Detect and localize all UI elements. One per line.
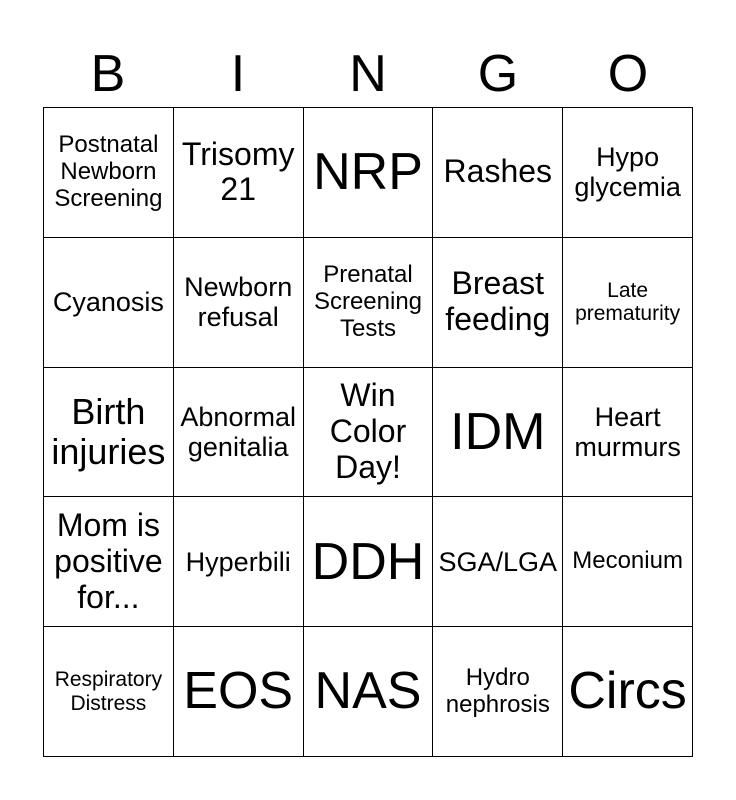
cell-text: Mom is positive for...	[54, 507, 163, 615]
bingo-cell[interactable]	[304, 108, 434, 238]
cell-text: Hypo glycemia	[574, 142, 681, 203]
header-letter-n: N	[349, 45, 387, 103]
bingo-cell[interactable]	[433, 368, 563, 498]
bingo-cell[interactable]	[44, 627, 174, 757]
cell-text: Hyperbili	[185, 546, 291, 577]
cell-text: NRP	[313, 143, 423, 202]
cell-text: Win Color Day!	[329, 377, 407, 485]
bingo-cell[interactable]	[174, 497, 304, 627]
bingo-cell[interactable]	[433, 627, 563, 757]
bingo-cell[interactable]	[563, 627, 693, 757]
bingo-cell[interactable]	[174, 627, 304, 757]
cell-text: IDM	[450, 402, 546, 461]
cell-text: DDH	[311, 532, 425, 591]
header-letter-i: I	[230, 45, 246, 103]
bingo-cell[interactable]	[304, 497, 434, 627]
cell-text: NAS	[314, 662, 422, 721]
bingo-cell[interactable]	[44, 238, 174, 368]
bingo-cell[interactable]	[433, 238, 563, 368]
cell-text: Trisomy 21	[181, 135, 295, 208]
cell-text: Meconium	[572, 547, 683, 575]
bingo-cell[interactable]	[433, 108, 563, 238]
bingo-cell[interactable]	[44, 108, 174, 238]
bingo-cell[interactable]	[304, 238, 434, 368]
cell-text: Rashes	[443, 153, 553, 190]
bingo-cell[interactable]	[44, 368, 174, 498]
cell-text: Respiratory Distress	[54, 668, 163, 715]
cell-text: EOS	[183, 662, 294, 721]
bingo-cell[interactable]	[563, 238, 693, 368]
bingo-cell[interactable]	[433, 497, 563, 627]
cell-text: Postnatal Newborn Screening	[54, 131, 163, 212]
bingo-cell[interactable]	[174, 108, 304, 238]
cell-text: Abnormal genitalia	[180, 401, 296, 462]
header-letter-o: O	[607, 45, 649, 103]
bingo-cell[interactable]	[563, 108, 693, 238]
bingo-cell[interactable]	[304, 627, 434, 757]
cell-text: Heart murmurs	[574, 401, 681, 462]
cell-text: Hydro nephrosis	[445, 663, 550, 718]
bingo-cell[interactable]	[563, 368, 693, 498]
header-letter-b: B	[90, 45, 126, 103]
cell-text: Circs	[568, 662, 687, 721]
header-letter-g: G	[477, 45, 519, 103]
bingo-header	[43, 40, 693, 108]
cell-text: Late prematurity	[575, 278, 681, 326]
bingo-cell[interactable]	[44, 497, 174, 627]
bingo-cell[interactable]	[304, 368, 434, 498]
bingo-grid	[43, 107, 693, 757]
cell-text: Newborn refusal	[184, 271, 293, 333]
cell-text: Breast feeding	[445, 265, 551, 338]
bingo-cell[interactable]	[563, 497, 693, 627]
bingo-cell[interactable]	[174, 368, 304, 498]
cell-text: Prenatal Screening Tests	[313, 260, 423, 342]
cell-text: SGA/LGA	[438, 546, 558, 577]
bingo-cell[interactable]	[174, 238, 304, 368]
cell-text: Birth injuries	[51, 390, 166, 472]
cell-text: Cyanosis	[52, 287, 164, 318]
